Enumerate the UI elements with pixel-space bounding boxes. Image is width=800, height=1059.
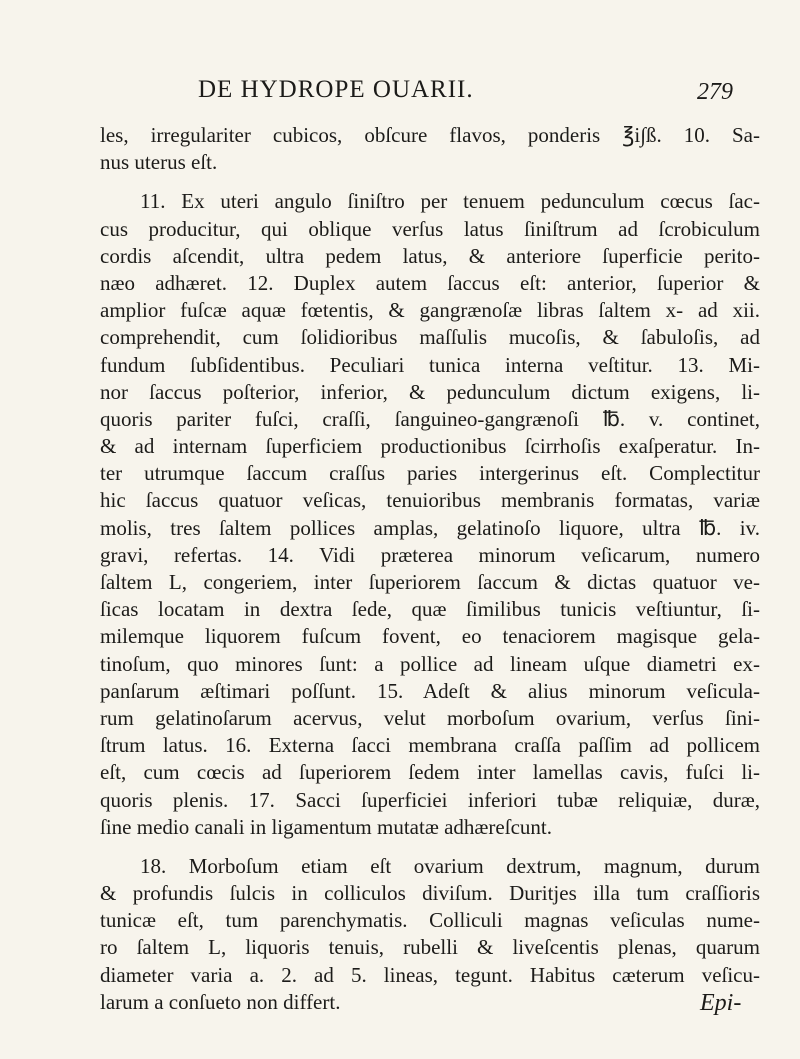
text-line: cus producitur, qui oblique verſus latus ſiniſtrum ad ſcrobiculum (100, 216, 760, 241)
text-line: tunicæ eſt, tum parenchymatis. Colliculi magnas veſiculas nume- (100, 908, 760, 933)
text-line: ſine medio canali in ligamentum mutatæ adhæreſcunt. (100, 814, 552, 839)
text-line: gravi, refertas. 14. Vidi præterea minorum veſicarum, numero (100, 542, 760, 567)
text-line: larum a conſueto non differt. (100, 989, 341, 1014)
text-line: ſtrum latus. 16. Externa ſacci membrana craſſa paſſim ad pollicem (100, 733, 760, 758)
text-line: ter utrumque ſaccum craſſus paries intergerinus eſt. Complectitur (100, 461, 760, 486)
text-line: 18. Morboſum etiam eſt ovarium dextrum, magnum, durum (140, 853, 760, 878)
text-line: ſicas locatam in dextra ſede, quæ ſimilibus tunicis veſtiuntur, ſi- (100, 597, 760, 622)
paragraph (100, 188, 760, 841)
text-line: fundum ſubſidentibus. Peculiari tunica interna veſtitur. 13. Mi- (100, 352, 760, 377)
paragraph (100, 122, 760, 176)
page-number: 279 (697, 79, 733, 105)
text-line: & profundis ſulcis in colliculos diviſum. Duritjes illa tum craſſioris (100, 881, 760, 906)
text-line: comprehendit, cum ſolidioribus maſſulis mucoſis, & ſabuloſis, ad (100, 325, 760, 350)
text-line: eſt, cum cœcis ad ſuperiorem ſedem inter lamellas cavis, fuſci li- (100, 760, 760, 785)
text-line: quoris pariter fuſci, craſſi, ſanguineo-gangrænoſi ℔. v. continet, (100, 406, 760, 431)
text-line: panſarum æſtimari poſſunt. 15. Adeſt & alius minorum veſicula- (100, 678, 760, 703)
text-line: nus uterus eſt. (100, 150, 218, 175)
text-line: 11. Ex uteri angulo ſiniſtro per tenuem pedunculum cœcus ſac- (140, 189, 760, 214)
text-line: hic ſaccus quatuor veſicas, tenuioribus membranis formatas, variæ (100, 488, 760, 513)
text-line: quoris plenis. 17. Sacci ſuperficiei inferiori tubæ reliquiæ, duræ, (100, 787, 760, 812)
text-line: tinoſum, quo minores ſunt: a pollice ad lineam uſque diametri ex- (100, 651, 760, 676)
page-header (0, 76, 800, 116)
catchword: Epi- (700, 990, 742, 1016)
text-line: amplior fuſcæ aquæ fœtentis, & gangrænoſæ libras ſaltem x- ad xii. (100, 298, 760, 323)
text-line: nor ſaccus poſterior, inferior, & pedunculum dictum exigens, li- (100, 379, 760, 404)
text-line: cordis aſcendit, ultra pedem latus, & anteriore ſuperficie perito- (100, 243, 760, 268)
text-line: molis, tres ſaltem pollices amplas, gelatinoſo liquore, ultra ℔. iv. (100, 515, 760, 540)
text-line: rum gelatinoſarum acervus, velut morboſum ovarium, verſus ſini- (100, 705, 760, 730)
paragraph-gap (100, 176, 760, 188)
text-line: ſaltem L, congeriem, inter ſuperiorem ſaccum & dictas quatuor ve- (100, 570, 760, 594)
text-line: diameter varia a. 2. ad 5. lineas, tegunt. Habitus cæterum veſicu- (100, 962, 760, 987)
paragraph-gap (100, 841, 760, 853)
paragraph (100, 853, 760, 1016)
text-line: milemque liquorem fuſcum fovent, eo tenaciorem magisque gela- (100, 624, 760, 649)
text-line: ro ſaltem L, liquoris tenuis, rubelli & liveſcentis plenas, quarum (100, 935, 760, 960)
text-line: les, irregulariter cubicos, obſcure flavos, ponderis ℥i∫ß. 10. Sa- (100, 123, 760, 147)
text-line: & ad internam ſuperficiem productionibus ſcirrhoſis exaſperatur. In- (100, 434, 760, 459)
running-title: DE HYDROPE OUARII. (198, 76, 474, 103)
body-text (100, 122, 760, 1016)
text-line: næo adhæret. 12. Duplex autem ſaccus eſt: anterior, ſuperior & (100, 270, 760, 295)
